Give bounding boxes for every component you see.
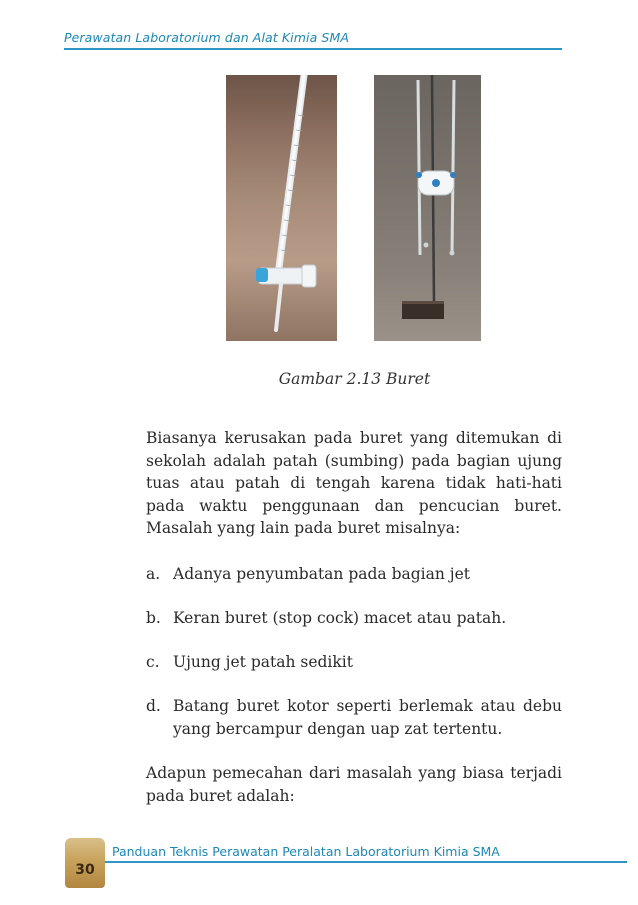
outro-paragraph: Adapun pemecahan dari masalah yang biasa terjadi pada buret adalah: <box>146 764 562 805</box>
footer-divider <box>105 861 627 863</box>
burette-illustration <box>226 75 337 341</box>
burette-stand-photo <box>374 75 481 341</box>
running-header: Perawatan Laboratorium dan Alat Kimia SMA <box>64 30 349 45</box>
intro-paragraph: Biasanya kerusakan pada buret yang ditemukan di sekolah adalah patah (sumbing) pada bagian ujung tuas atau patah di tengah karena tidak hati-hati pada waktu penggunaan dan pencucian buret. Masalah yang lain pada buret misalnya: <box>146 429 562 537</box>
figure-caption: Gambar 2.13 Buret <box>278 370 431 388</box>
page-number: 30 <box>75 862 95 878</box>
list-item <box>146 651 562 674</box>
list-item-text: Ujung jet patah sedikit <box>173 653 353 671</box>
list-item <box>146 695 562 740</box>
list-item <box>146 563 562 586</box>
burette-photo <box>226 75 337 341</box>
stand-illustration <box>374 75 481 341</box>
list-marker: d. <box>146 697 161 715</box>
page-number-badge <box>65 838 105 888</box>
running-footer: Panduan Teknis Perawatan Peralatan Laboratorium Kimia SMA <box>112 844 500 859</box>
list-item-text: Batang buret kotor seperti berlemak atau debu yang bercampur dengan uap zat tertentu. <box>173 697 562 738</box>
list-marker: b. <box>146 609 161 627</box>
header-divider <box>64 48 562 50</box>
list-item <box>146 607 562 630</box>
list-item-text: Adanya penyumbatan pada bagian jet <box>173 565 470 583</box>
list-item-text: Keran buret (stop cock) macet atau patah. <box>173 609 507 627</box>
list-marker: c. <box>146 653 160 671</box>
list-marker: a. <box>146 565 161 583</box>
